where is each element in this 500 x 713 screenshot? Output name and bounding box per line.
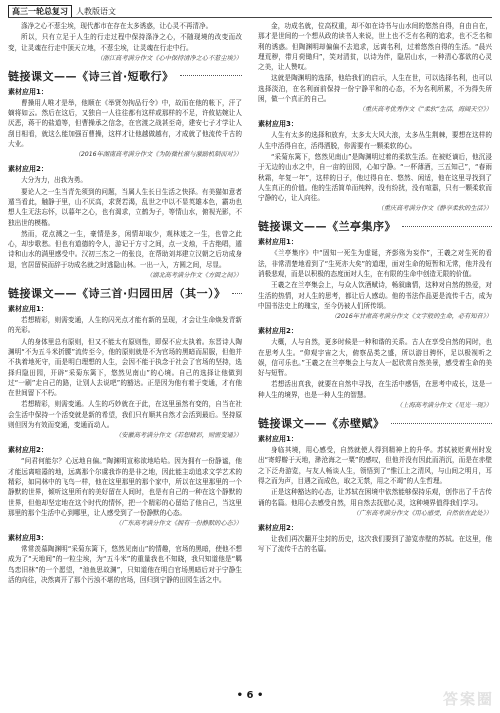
paragraph: 人的身体里总有原则，但又不能太有原则性，即保不应太执着。东晋诗人陶渊明“不为五斗米折腰”流传至今，他的原则就是不为官场的黑暗而屈服，但他并不执着地死守，而是明白理想的人生，会因不能于执念于社会了官场的坚持，选择归隐田园，开辟“采菊东篱下，悠然见南山”的心境。自己的选择让他做到过“一刷”走自己的路，让别人去说吧”的豁达。正是因为他有着于变通，才有他在世间留下不朽。 <box>8 337 242 398</box>
right-column <box>258 21 492 681</box>
paragraph: 涤净之心不惹尘埃，现代都市在存在太多诱惑，让心灵不再清净。 <box>21 22 213 30</box>
material-label: 素材应用1： <box>8 305 48 314</box>
title-rule <box>180 75 242 76</box>
page-number: • 6 • <box>236 690 264 701</box>
paragraph: 然而，花点溅之一生，豪情是多，闲情却取少，观林迹之一生，也曾之此心，却步歌愁。但也有道德的令人，游记于方寸之间，点一支烛，千古绝唱，遁诗和山水的满里感受中。汉初三杰之一的张良，在帮助刘邦建立汉朝之后功成身退，官居留侯而辞于功成名就之时逃隐山林。一出一入，方圆之间，尽显。 <box>8 229 242 269</box>
paragraph: 人生有太多的选择和放弃，太多太大风大浪，太多丛生荆棘，要想在这样的人生中活得自在，活得洒脱，你需要有一颗柔软的心。 <box>258 131 492 150</box>
section-title-text: 链接课文——《诗三首·短歌行》 <box>8 69 174 83</box>
title-rule <box>391 423 493 424</box>
paragraph: 让我们再次翻开尘封的历史，这次我们要到了游览赤壁的苏轼。在这里，他写下了流传千古的名篇。 <box>258 534 492 554</box>
paragraph: 要论人之一生当青先须到的问题，当属人生长日生活之快择。有美猫如意者遁当看此，触静于里，山不厌高，求贤若渴，乱世之中以不显英雄本色，霸功也想人生无法忘怀，以暮年之心，也有渴求，立鹤为子，等情山水，俯视光影，不独出世的模楷。 <box>8 187 242 227</box>
material-label: 素材应用3： <box>258 120 298 129</box>
title-rule <box>402 226 492 227</box>
paragraph: 正是这种豁达的心态，让苏轼在困境中依然能够保持乐观，创作出了千古传诵的名篇。他用心去感受自然，用自然去抚慰心灵，这种境界值得我们学习。 <box>258 488 492 507</box>
material-label: 素材应用2： <box>8 446 48 455</box>
paragraph: 若想活出真我，就要在自然中寻找，在生活中感悟，在思考中成长，这是一种人生的境界，也是一种人生的智慧。 <box>258 380 492 399</box>
source-citation: （广东高考满分作文《拥有一份静默的心态》） <box>115 520 242 528</box>
section-title <box>8 68 242 84</box>
left-column <box>8 21 242 681</box>
header-divider <box>8 17 492 18</box>
source-citation: （广东高考满分作文《用心感受，自然依在此处》） <box>352 509 492 517</box>
source-citation: （安徽高考满分作文《若想精彩，则需变通》） <box>115 432 242 440</box>
section-title-text: 链接课文——《赤壁赋》 <box>258 417 385 431</box>
source-citation: （2016年甘肃高考满分作文《文字般的生命，必有知音》） <box>330 313 492 321</box>
title-rule <box>232 293 242 294</box>
paragraph: 大分为力，出我为勇。 <box>21 176 87 185</box>
material-label: 素材应用2： <box>258 327 298 336</box>
material-label: 素材应用1： <box>8 87 48 96</box>
section-title <box>258 415 492 431</box>
paragraph: 这就是陶渊明的选择，他给我们的启示，人生在世，可以选择名利，也可以选择淡泊，在名利面前保持一份宁静平和的心态，不为名利所累，不为得失所困，做一个真正的自己。 <box>258 74 492 104</box>
paragraph: “采菊东篱下，悠然见南山”是陶渊明过着的柔软生活。在被贬谪后，他沉浸于无边的山水之中，自一亩的田园，心如宁静。“一杯薄酒，三五知己”，“春雨秋霜，年复一年”，这样的日子，他过得自在、悠然、闲适，他在这里寻找到了人生真正的价值。他的生活简单而纯粹，没有纷扰，没有喧嚣，只有一颗柔软而宁静的心，让人向往。 <box>258 152 492 203</box>
paragraph: 所以，只有立足于人生的行走过程中保持涤净之心，不随现境的改变而改变，让灵魂在行走中顶天立地，不惹尘埃，让灵魂在行走中行。 <box>8 33 242 52</box>
paragraph: 大概，人与自然，更多时候是一种和谐的关系。古人在享受自然的同时，也在思考人生。“仰观宇宙之大，俯察品类之盛，所以游目骋怀，足以极视听之娱，信可乐也。”王羲之在兰亭集会上与友人一起欣赏自然美景，感受着生命的美好与短暂。 <box>258 338 492 378</box>
source-citation: （上海高考满分作文《见光一现》） <box>396 402 492 410</box>
material-label: 素材应用3： <box>8 534 48 543</box>
paragraph: 常常羡慕陶渊明“采菊东篱下，悠然见南山”的情趣，官场的黑暗，使他不想成为了“天地间”的一粒尘埃，为“五斗米”的重量我也不知晓，我只知道他是“羁鸟恋旧林”的一个愿望，“池鱼思故渊”，只知道他在明白官场黑暗后对于宁静生活的向往，决然离开了那个污浊不堪的官场，回归到宁静的田园生活之中。 <box>8 545 242 584</box>
section-title <box>258 218 492 234</box>
watermark: 答案圈 <box>442 690 494 708</box>
source-citation: （重庆高考满分作文《静享柔软的生活》） <box>377 205 492 213</box>
paragraph: 王羲之在兰亭集会上，与众人饮酒赋诗，畅叙幽情，这种对自然的热爱，对生活的热情，对人生的思考，都让后人感动。他的书法作品更是流传千古，成为中国书法史上的瑰宝，至今仍被人们所传颂。 <box>258 281 492 310</box>
subject-label: 人教版语文 <box>76 7 116 16</box>
material-label: 素材应用1： <box>258 238 298 247</box>
source-citation: （湖北高考满分作文《方圆之间》） <box>146 272 242 280</box>
paragraph: 《兰亭集序》中“固知一死生为虚诞，齐彭殇为妄作”，王羲之对生死的看法，非常清楚地看到了“生死亦大矣”的道理，面对生命的短暂和无常，他并没有消极悲观，而是以积极的态度面对人生，在有限的生命中创造无限的价值。 <box>258 249 492 279</box>
source-citation: （重庆高考优秀作文《“柔软”生活，海阔天空》） <box>358 106 492 114</box>
material-label: 素材应用2： <box>258 523 298 532</box>
paragraph: 金，功成名就，位高权重，却不如在诗书与山水间的悠然自得，自由自在，那才是世间的一个想从政的读书人来说，世上也不乏有名利的追求，也不乏名和利的诱惑。但陶渊明却偏偏不去追求，远离名利，过着悠然自得的生活。“晨兴理荒秽，带月荷锄归”，笑对清贫，以诗为伴，隐居山水，一种清心寡欲的心灵之美，让人赞叹。 <box>258 22 492 72</box>
paragraph: 若想精彩，则需变通。人生的巧妙就在于此，在这里虽然有变的，自当在社会生活中保持一个活变就是新的希望，我们只有顺其自然才会活到最后。坚持原则但因为有效而变通，变通而动人。 <box>8 400 242 430</box>
paragraph: 身临其境，用心感受，自然就使人得到精神上的升华。苏轼被贬黄州时发出“寄蜉蝣于天地，渺沧海之一粟”的感叹，但他并没有因此而消沉，而是在赤壁之下泛舟游览，与友人畅谈人生，领悟到了“惟江上之清风，与山间之明月，耳得之而为声，目遇之而成色，取之无禁，用之不竭”的人生哲理。 <box>258 446 492 485</box>
section-title <box>8 285 242 301</box>
source-citation: （浙江高考满分作文《心中保持清净之心不惹尘埃》） <box>96 54 242 62</box>
paragraph: 曹操用人唯才是举，他顺在《举贤勿拘品行令》中，故而在他的帐下，汗了嫡将如云。然后在这后，又独自一人往往都有这样或那样的不足，许攸姑婉让人厌恶，蒋干的盐道等，但曹操承之信念，在官渡之战甚至奇，建安七子才学让人刮目相看，就这么能加强百曹操，这样才让他越做越有，才成就了他流传千古的大业。 <box>8 98 242 149</box>
material-label: 素材应用1： <box>258 435 298 444</box>
section-title-text: 链接课文——《诗三首·归园田居（其一）》 <box>8 287 226 301</box>
source-citation: （2016年湖南高考满分作文《为防微杜渐与激励机制而对》） <box>74 151 242 159</box>
paragraph: 若想精彩，则需变通，人生的闪光点才能有新的呈现，才会让生命焕发青新的光彩。 <box>8 316 242 335</box>
section-title-text: 链接课文——《兰亭集序》 <box>258 220 396 234</box>
paragraph: “问君何能尔？心远地自偏。”陶渊明宣称欲地哈哈。因为拥有一份静谧，他才能远离喧嚣的地，远离那个尔虞我诈的是非之地，因此能主动追求文学艺术的精彩，如同林中的飞鸟一样，他在这里那里的那个家中，所以在这里那里的一个静默的世界，倾听这里所有的美好留在人间时，也是有自己的一种在这个静默的世界，但他却坚定地在这个时代的情怀，把一个精彩的心留给了他自己，当这里那里的那个生活中心到哪里，让人感受到了一份静默的心态。 <box>8 457 242 517</box>
series-badge: 高三一轮总复习 <box>8 5 72 18</box>
material-label: 素材应用2： <box>8 165 48 174</box>
